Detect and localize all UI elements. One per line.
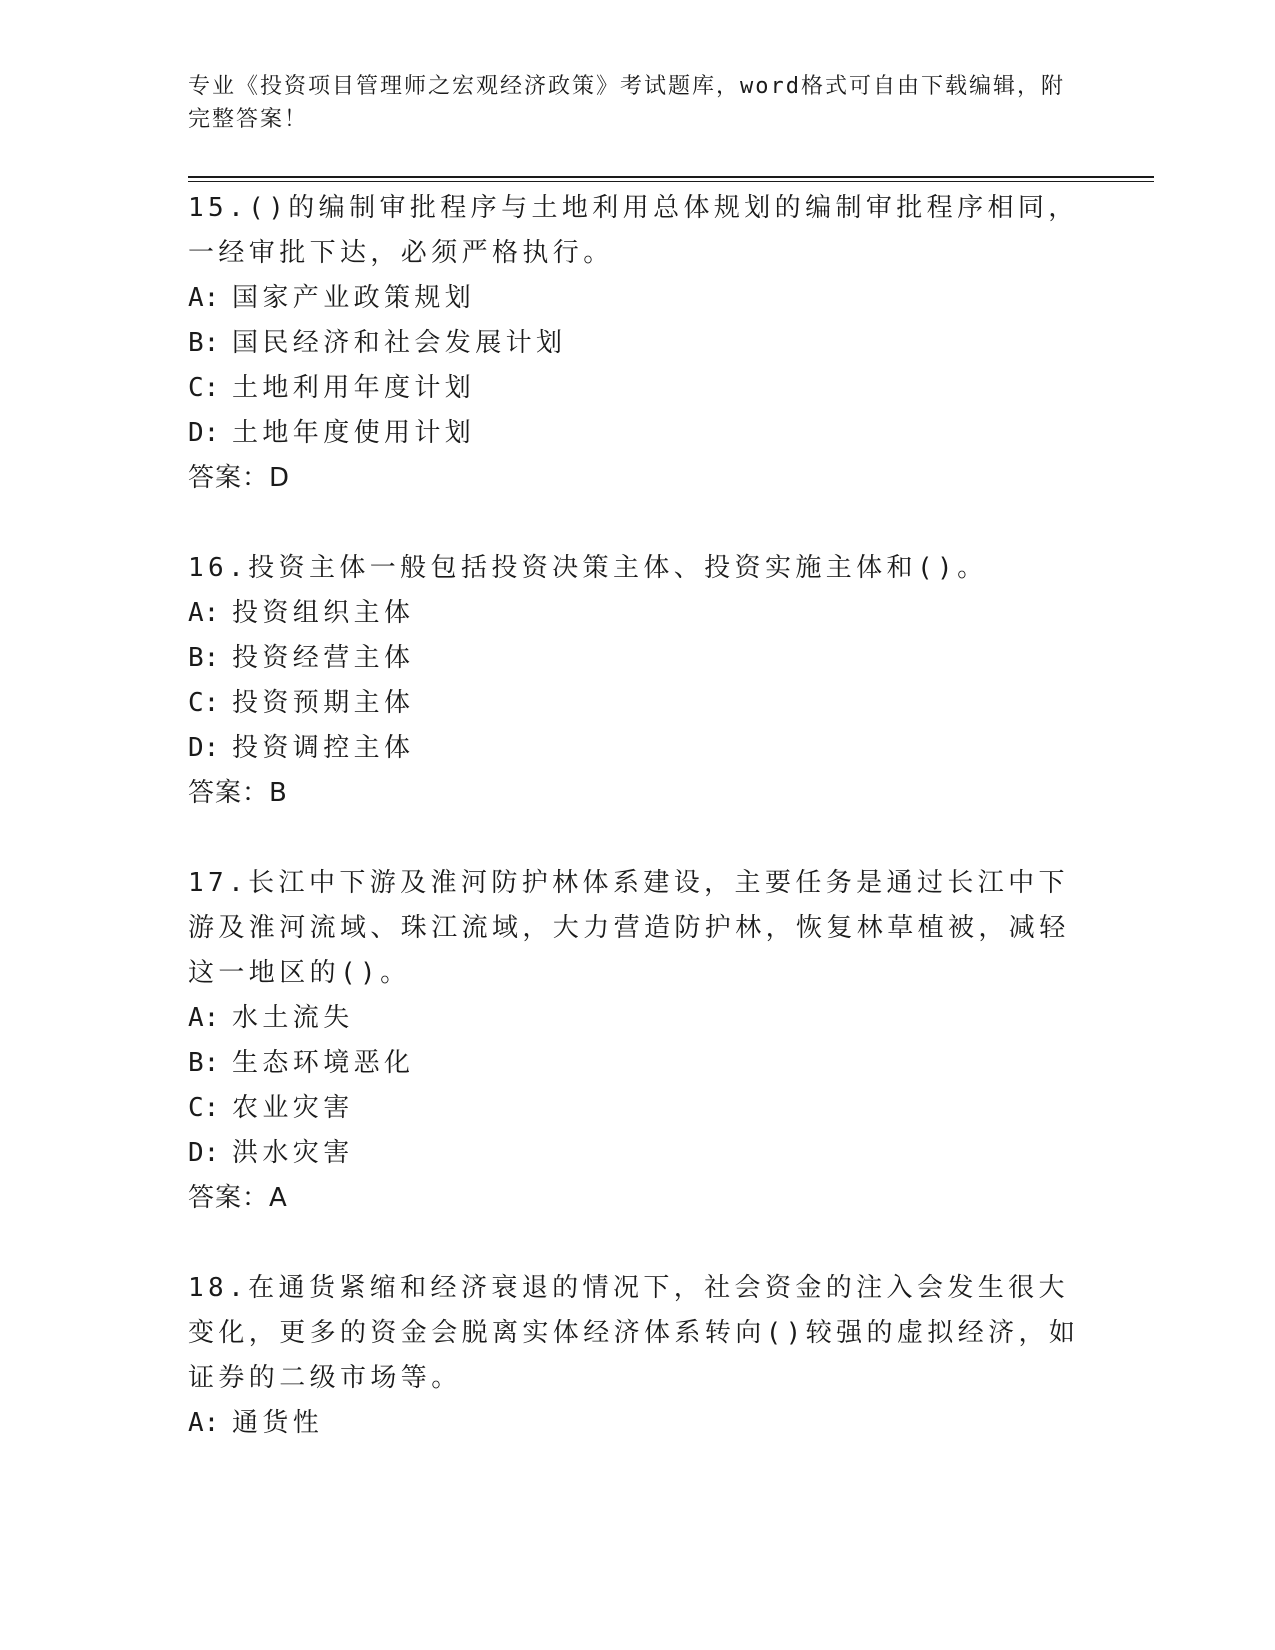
option-key: B: [188, 643, 220, 673]
option-a [188, 996, 1088, 1041]
option-b [188, 321, 1088, 366]
question-stem: 18.在通货紧缩和经济衰退的情况下，社会资金的注入会发生很大变化，更多的资金会脱离实体经济体系转向()较强的虚拟经济，如证券的二级市场等。 [188, 1273, 1080, 1393]
question-16 [188, 546, 1088, 816]
answer-line: 答案：A [188, 1183, 288, 1213]
option-d [188, 411, 1088, 456]
option-key: A: [188, 1003, 220, 1033]
option-key: B: [188, 1048, 220, 1078]
option-text: 生态环境恶化 [232, 1048, 415, 1078]
option-key: D: [188, 733, 220, 763]
option-key: C: [188, 1093, 220, 1123]
option-key: A: [188, 598, 220, 628]
option-c [188, 366, 1088, 411]
option-a [188, 591, 1088, 636]
option-text: 投资预期主体 [232, 688, 415, 718]
question-stem: 15.()的编制审批程序与土地利用总体规划的编制审批程序相同，一经审批下达，必须严格执行。 [188, 193, 1079, 268]
question-18 [188, 1266, 1088, 1446]
question-list [188, 186, 1088, 1491]
question-stem: 16.投资主体一般包括投资决策主体、投资实施主体和()。 [188, 553, 988, 583]
option-text: 水土流失 [232, 1003, 354, 1033]
option-key: D: [188, 418, 220, 448]
option-d [188, 1131, 1088, 1176]
option-key: A: [188, 1408, 220, 1438]
option-text: 洪水灾害 [232, 1138, 354, 1168]
option-text: 投资组织主体 [232, 598, 415, 628]
answer-line: 答案：D [188, 463, 291, 493]
header-divider-thick [188, 176, 1154, 178]
option-c [188, 1086, 1088, 1131]
option-text: 农业灾害 [232, 1093, 354, 1123]
option-text: 国民经济和社会发展计划 [232, 328, 567, 358]
option-key: B: [188, 328, 220, 358]
document-header: 专业《投资项目管理师之宏观经济政策》考试题库，word格式可自由下载编辑，附完整答案！ [188, 74, 1065, 132]
option-a [188, 1401, 1088, 1446]
option-text: 通货性 [232, 1408, 324, 1438]
option-text: 投资调控主体 [232, 733, 415, 763]
option-key: C: [188, 688, 220, 718]
option-text: 土地年度使用计划 [232, 418, 476, 448]
option-key: D: [188, 1138, 220, 1168]
option-text: 投资经营主体 [232, 643, 415, 673]
option-text: 土地利用年度计划 [232, 373, 476, 403]
option-d [188, 726, 1088, 771]
question-15 [188, 186, 1088, 501]
answer-line: 答案：B [188, 778, 288, 808]
question-17 [188, 861, 1088, 1221]
option-b [188, 636, 1088, 681]
option-b [188, 1041, 1088, 1086]
option-text: 国家产业政策规划 [232, 283, 476, 313]
question-stem: 17.长江中下游及淮河防护林体系建设，主要任务是通过长江中下游及淮河流域、珠江流域，大力营造防护林，恢复林草植被，减轻这一地区的()。 [188, 868, 1070, 988]
option-a [188, 276, 1088, 321]
option-key: C: [188, 373, 220, 403]
option-c [188, 681, 1088, 726]
option-key: A: [188, 283, 220, 313]
header-divider-thin [188, 181, 1154, 182]
